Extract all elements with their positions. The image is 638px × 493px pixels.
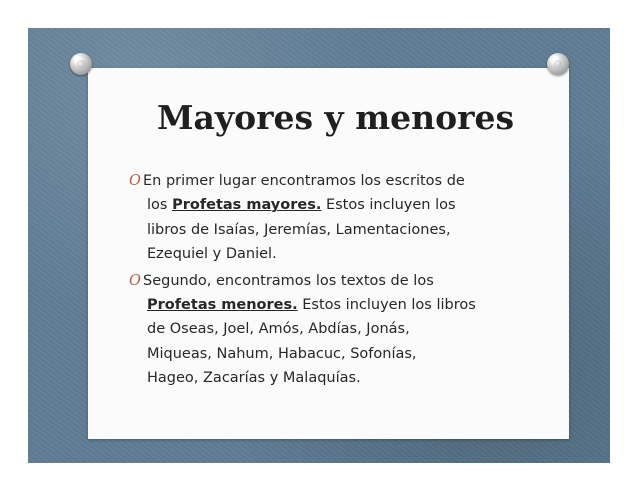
bullet-line-prefix: los <box>147 197 173 214</box>
minor-prophets-emphasis: Profetas menores. <box>147 297 298 314</box>
slide-body <box>127 169 517 391</box>
major-prophets-emphasis: Profetas mayores. <box>172 197 322 214</box>
bullet-marker-icon: O <box>129 173 141 189</box>
bullet-line <box>147 293 517 317</box>
slide-title: Mayores y menores <box>157 98 515 137</box>
pushpin-left-icon <box>70 53 92 75</box>
bullet-line: Ezequiel y Daniel. <box>147 246 277 263</box>
bullet-line: Miqueas, Nahum, Habacuc, Sofonías, <box>147 345 417 362</box>
bullet-item-minor-prophets <box>127 269 517 391</box>
bullet-line-suffix: Estos incluyen los <box>321 197 456 214</box>
bullet-line: Hageo, Zacarías y Malaquías. <box>147 370 361 387</box>
bullet-marker-icon: O <box>129 272 141 289</box>
bullet-line: Segundo, encontramos los textos de los <box>143 272 434 289</box>
bullet-line <box>147 193 517 217</box>
pushpin-right-icon <box>547 53 569 75</box>
bullet-line: En primer lugar encontramos los escritos de <box>143 173 465 189</box>
bullet-line-suffix: Estos incluyen los libros <box>297 297 476 314</box>
bullet-item-major-prophets <box>127 169 517 267</box>
bullet-line: de Oseas, Joel, Amós, Abdías, Jonás, <box>147 321 410 338</box>
bullet-line: libros de Isaías, Jeremías, Lamentaciones, <box>147 221 451 238</box>
